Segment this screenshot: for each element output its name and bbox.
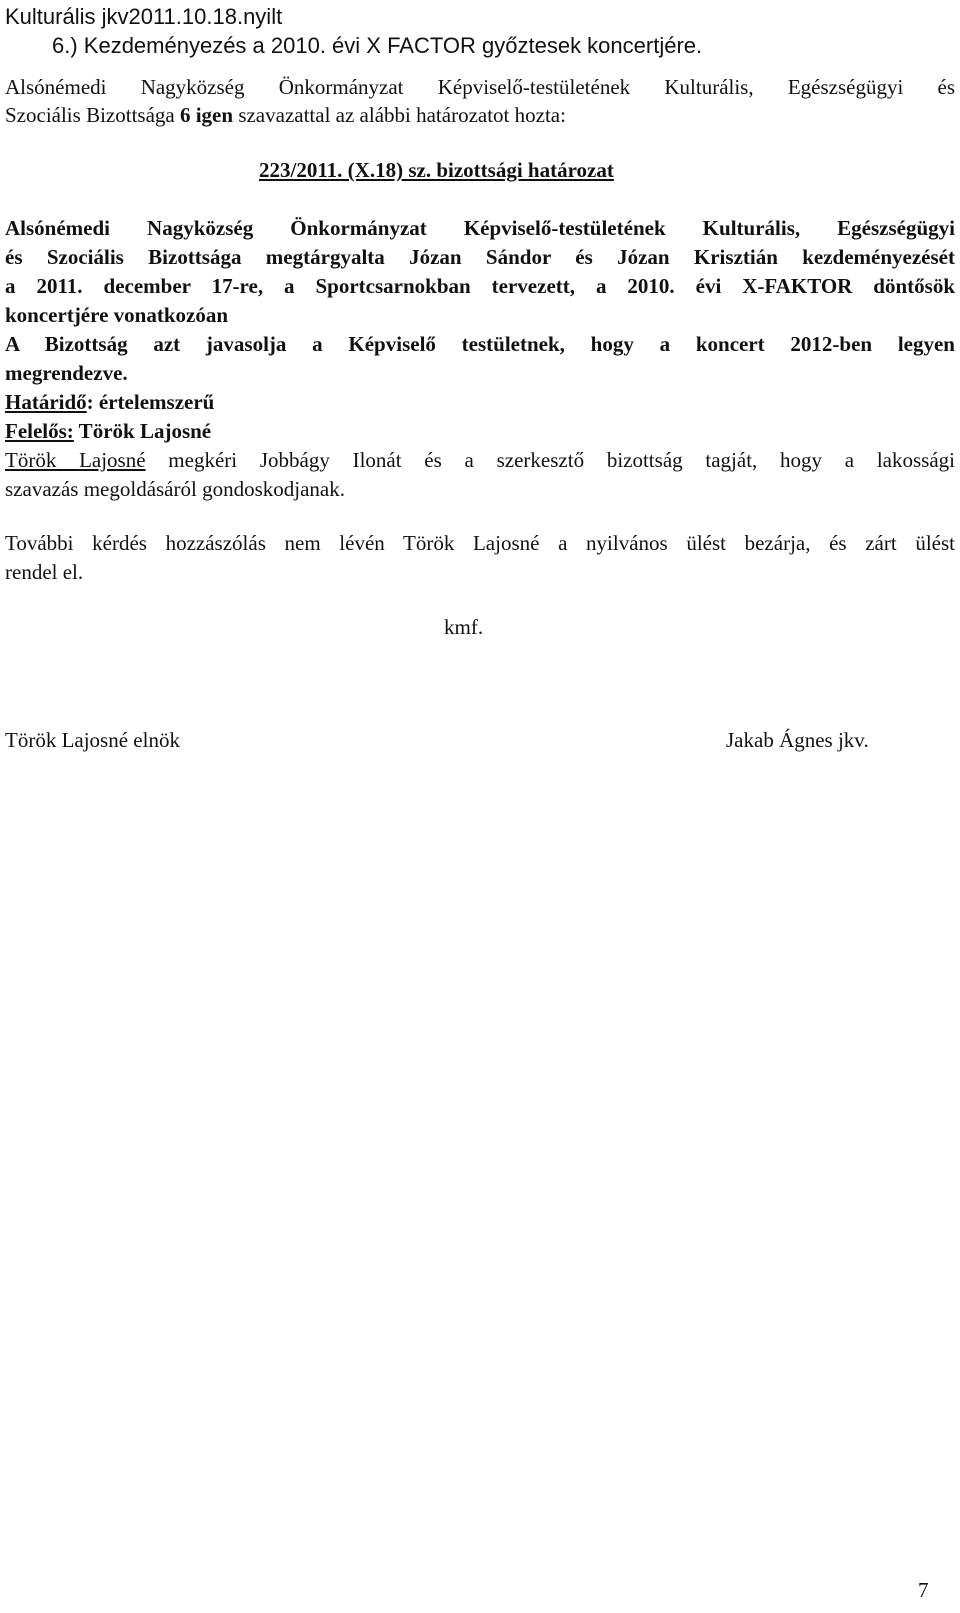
- resolution-body-line-4: koncertjére vonatkozóan: [5, 303, 228, 327]
- agenda-item-title: 6.) Kezdeményezés a 2010. évi X FACTOR győztesek koncertjére.: [52, 33, 703, 58]
- closing-line-2: rendel el.: [5, 560, 84, 584]
- vote-statement-prefix: Szociális Bizottsága: [5, 103, 180, 127]
- signature-chair: Török Lajosné elnök: [5, 728, 180, 752]
- request-line-2: szavazás megoldásáról gondoskodjanak.: [5, 477, 345, 501]
- kmf-mark: kmf.: [444, 615, 484, 639]
- deadline-value: : értelemszerű: [86, 390, 215, 414]
- resolution-number: 223/2011. (X.18) sz. bizottsági határozat: [259, 158, 614, 182]
- vote-statement-line-1: Alsónémedi Nagyközség Önkormányzat Képviselő-testületének Kulturális, Egészségügyi és: [5, 75, 955, 99]
- deadline-label: Határidő: [5, 390, 87, 414]
- resolution-body-line-6: megrendezve.: [5, 361, 128, 385]
- resolution-body-line-5: A Bizottság azt javasolja a Képviselő testületnek, hogy a koncert 2012-ben legyen: [5, 332, 955, 356]
- closing-line-1: További kérdés hozzászólás nem lévén Török Lajosné a nyilvános ülést bezárja, és zárt ülést: [5, 531, 955, 555]
- request-line-1: [5, 446, 955, 474]
- responsible-label: Felelős:: [5, 419, 74, 443]
- signature-recorder: Jakab Ágnes jkv.: [726, 728, 869, 752]
- resolution-body-line-2: és Szociális Bizottsága megtárgyalta Józan Sándor és Józan Krisztián kezdeményezését: [5, 245, 955, 269]
- request-text: megkéri Jobbágy Ilonát és a szerkesztő bizottság tagját, hogy a lakossági: [145, 448, 955, 472]
- request-person: Török Lajosné: [5, 448, 146, 472]
- responsible-line: [5, 417, 211, 445]
- vote-statement-suffix: szavazattal az alábbi határozatot hozta:: [233, 103, 566, 127]
- resolution-body-line-3: a 2011. december 17-re, a Sportcsarnokban tervezett, a 2010. évi X-FAKTOR döntősök: [5, 274, 955, 298]
- deadline-line: [5, 388, 214, 416]
- document-file-name: Kulturális jkv2011.10.18.nyilt: [5, 4, 283, 29]
- vote-statement-line-2: [5, 101, 566, 129]
- resolution-body-line-1: Alsónémedi Nagyközség Önkormányzat Képviselő-testületének Kulturális, Egészségügyi: [5, 216, 955, 240]
- responsible-value: Török Lajosné: [73, 419, 212, 443]
- page-number: 7: [918, 1578, 929, 1602]
- vote-count: 6 igen: [179, 103, 234, 127]
